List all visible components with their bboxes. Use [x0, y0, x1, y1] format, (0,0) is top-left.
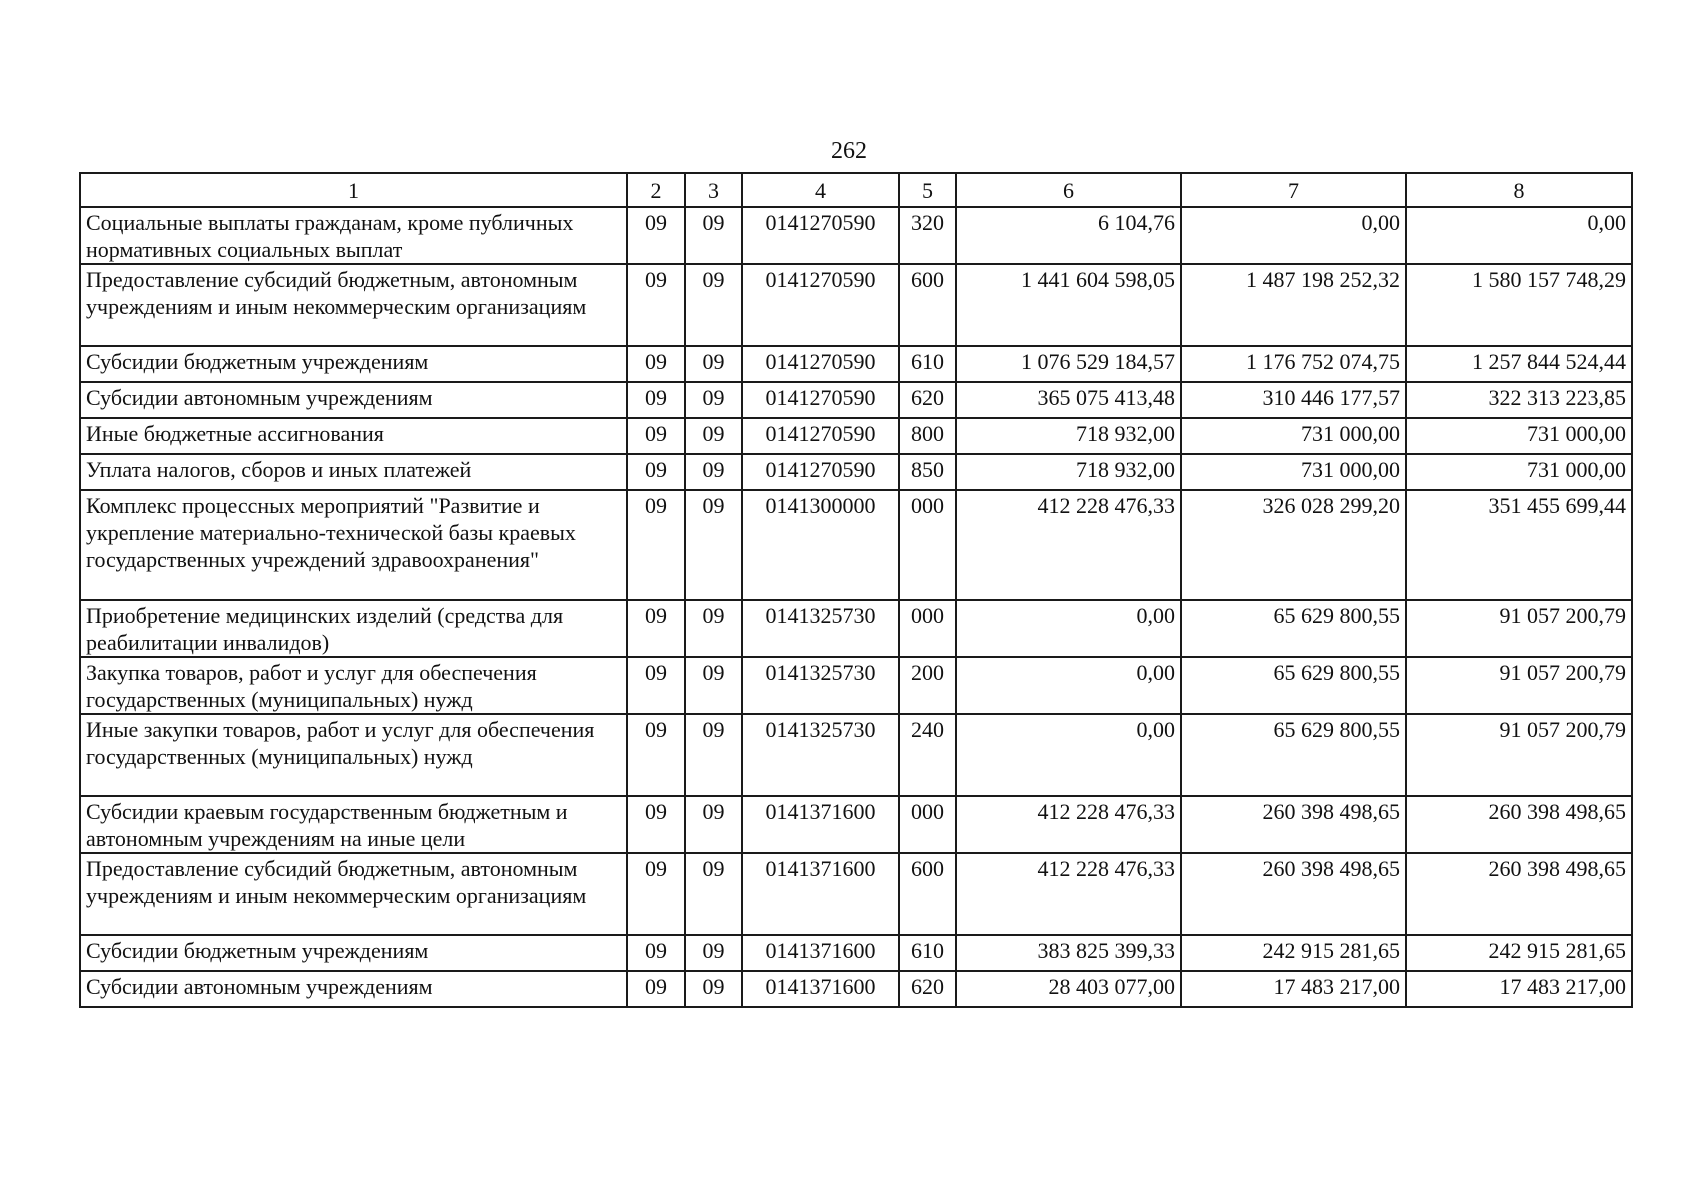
- row-code-3: 09: [685, 600, 742, 657]
- column-header: 7: [1181, 173, 1406, 207]
- row-amount-8: 731 000,00: [1406, 418, 1632, 454]
- table-row: [80, 600, 1632, 657]
- row-amount-6: 1 076 529 184,57: [956, 346, 1181, 382]
- row-code-4: 0141325730: [742, 657, 899, 714]
- row-amount-7: 0,00: [1181, 207, 1406, 264]
- row-code-3: 09: [685, 264, 742, 346]
- row-amount-7: 65 629 800,55: [1181, 714, 1406, 796]
- table-row: [80, 382, 1632, 418]
- row-amount-7: 260 398 498,65: [1181, 853, 1406, 935]
- row-amount-7: 17 483 217,00: [1181, 971, 1406, 1007]
- row-code-3: 09: [685, 657, 742, 714]
- row-code-3: 09: [685, 935, 742, 971]
- row-code-3: 09: [685, 207, 742, 264]
- table-row: [80, 490, 1632, 600]
- table-row: [80, 657, 1632, 714]
- row-code-4: 0141371600: [742, 796, 899, 853]
- column-header: 1: [80, 173, 627, 207]
- row-amount-6: 0,00: [956, 714, 1181, 796]
- row-code-3: 09: [685, 418, 742, 454]
- row-code-4: 0141371600: [742, 971, 899, 1007]
- table-row: [80, 935, 1632, 971]
- row-code-2: 09: [627, 346, 685, 382]
- table-row: [80, 714, 1632, 796]
- row-amount-8: 0,00: [1406, 207, 1632, 264]
- row-name: Субсидии автономным учреждениям: [80, 382, 627, 418]
- row-code-2: 09: [627, 971, 685, 1007]
- row-code-4: 0141270590: [742, 207, 899, 264]
- table-row: [80, 796, 1632, 853]
- row-code-5: 600: [899, 264, 956, 346]
- row-code-3: 09: [685, 346, 742, 382]
- column-header: 8: [1406, 173, 1632, 207]
- row-name: Иные закупки товаров, работ и услуг для обеспечения государственных (муниципальных) нужд: [80, 714, 627, 796]
- row-amount-6: 6 104,76: [956, 207, 1181, 264]
- row-code-3: 09: [685, 796, 742, 853]
- table-row: [80, 346, 1632, 382]
- row-code-4: 0141325730: [742, 600, 899, 657]
- row-name: Субсидии бюджетным учреждениям: [80, 935, 627, 971]
- table-row: [80, 264, 1632, 346]
- row-code-5: 000: [899, 490, 956, 600]
- row-code-2: 09: [627, 714, 685, 796]
- row-code-3: 09: [685, 382, 742, 418]
- row-amount-8: 731 000,00: [1406, 454, 1632, 490]
- row-code-2: 09: [627, 382, 685, 418]
- row-amount-7: 731 000,00: [1181, 418, 1406, 454]
- row-code-2: 09: [627, 935, 685, 971]
- column-header: 6: [956, 173, 1181, 207]
- row-code-5: 610: [899, 346, 956, 382]
- row-name: Предоставление субсидий бюджетным, автономным учреждениям и иным некоммерческим организациям: [80, 853, 627, 935]
- row-amount-8: 1 257 844 524,44: [1406, 346, 1632, 382]
- row-code-2: 09: [627, 600, 685, 657]
- row-code-5: 620: [899, 971, 956, 1007]
- row-amount-7: 1 176 752 074,75: [1181, 346, 1406, 382]
- row-code-5: 850: [899, 454, 956, 490]
- table-row: [80, 971, 1632, 1007]
- row-code-3: 09: [685, 971, 742, 1007]
- row-amount-8: 260 398 498,65: [1406, 853, 1632, 935]
- table-row: [80, 418, 1632, 454]
- row-code-5: 800: [899, 418, 956, 454]
- row-amount-8: 322 313 223,85: [1406, 382, 1632, 418]
- row-code-5: 000: [899, 796, 956, 853]
- row-amount-7: 242 915 281,65: [1181, 935, 1406, 971]
- row-name: Предоставление субсидий бюджетным, автономным учреждениям и иным некоммерческим организациям: [80, 264, 627, 346]
- row-code-4: 0141270590: [742, 346, 899, 382]
- row-name: Закупка товаров, работ и услуг для обеспечения государственных (муниципальных) нужд: [80, 657, 627, 714]
- page-number: 262: [831, 138, 867, 164]
- table-row: [80, 853, 1632, 935]
- row-name: Приобретение медицинских изделий (средства для реабилитации инвалидов): [80, 600, 627, 657]
- row-code-4: 0141371600: [742, 853, 899, 935]
- row-name: Субсидии бюджетным учреждениям: [80, 346, 627, 382]
- row-code-4: 0141325730: [742, 714, 899, 796]
- row-amount-6: 365 075 413,48: [956, 382, 1181, 418]
- row-amount-8: 242 915 281,65: [1406, 935, 1632, 971]
- table-header-row: [80, 173, 1632, 207]
- row-code-3: 09: [685, 454, 742, 490]
- table-row: [80, 454, 1632, 490]
- row-amount-8: 17 483 217,00: [1406, 971, 1632, 1007]
- row-amount-6: 412 228 476,33: [956, 853, 1181, 935]
- row-amount-8: 351 455 699,44: [1406, 490, 1632, 600]
- row-code-2: 09: [627, 853, 685, 935]
- row-amount-6: 1 441 604 598,05: [956, 264, 1181, 346]
- row-code-4: 0141270590: [742, 418, 899, 454]
- row-code-2: 09: [627, 454, 685, 490]
- row-code-4: 0141270590: [742, 382, 899, 418]
- row-code-2: 09: [627, 418, 685, 454]
- budget-table: [79, 172, 1633, 1008]
- row-amount-8: 260 398 498,65: [1406, 796, 1632, 853]
- row-code-2: 09: [627, 796, 685, 853]
- row-code-4: 0141270590: [742, 264, 899, 346]
- row-amount-7: 65 629 800,55: [1181, 600, 1406, 657]
- row-amount-8: 91 057 200,79: [1406, 600, 1632, 657]
- row-code-4: 0141270590: [742, 454, 899, 490]
- row-amount-6: 28 403 077,00: [956, 971, 1181, 1007]
- row-code-2: 09: [627, 207, 685, 264]
- row-code-5: 600: [899, 853, 956, 935]
- row-amount-8: 91 057 200,79: [1406, 714, 1632, 796]
- row-amount-6: 718 932,00: [956, 454, 1181, 490]
- row-name: Субсидии автономным учреждениям: [80, 971, 627, 1007]
- row-code-3: 09: [685, 714, 742, 796]
- row-code-5: 620: [899, 382, 956, 418]
- row-name: Комплекс процессных мероприятий "Развитие и укрепление материально-технической базы краевых государственных учреждений здравоохранения": [80, 490, 627, 600]
- row-amount-8: 91 057 200,79: [1406, 657, 1632, 714]
- column-header: 2: [627, 173, 685, 207]
- row-amount-6: 412 228 476,33: [956, 796, 1181, 853]
- table-row: [80, 207, 1632, 264]
- row-amount-6: 0,00: [956, 600, 1181, 657]
- row-name: Иные бюджетные ассигнования: [80, 418, 627, 454]
- row-amount-7: 260 398 498,65: [1181, 796, 1406, 853]
- row-amount-7: 1 487 198 252,32: [1181, 264, 1406, 346]
- row-amount-7: 731 000,00: [1181, 454, 1406, 490]
- row-amount-7: 65 629 800,55: [1181, 657, 1406, 714]
- row-name: Социальные выплаты гражданам, кроме публичных нормативных социальных выплат: [80, 207, 627, 264]
- row-code-2: 09: [627, 490, 685, 600]
- row-name: Субсидии краевым государственным бюджетным и автономным учреждениям на иные цели: [80, 796, 627, 853]
- row-amount-8: 1 580 157 748,29: [1406, 264, 1632, 346]
- row-code-5: 200: [899, 657, 956, 714]
- column-header: 5: [899, 173, 956, 207]
- row-amount-7: 326 028 299,20: [1181, 490, 1406, 600]
- row-amount-6: 718 932,00: [956, 418, 1181, 454]
- row-code-5: 240: [899, 714, 956, 796]
- row-code-2: 09: [627, 657, 685, 714]
- row-code-4: 0141371600: [742, 935, 899, 971]
- column-header: 3: [685, 173, 742, 207]
- row-name: Уплата налогов, сборов и иных платежей: [80, 454, 627, 490]
- row-amount-6: 412 228 476,33: [956, 490, 1181, 600]
- row-code-2: 09: [627, 264, 685, 346]
- column-header: 4: [742, 173, 899, 207]
- row-code-3: 09: [685, 490, 742, 600]
- row-amount-6: 0,00: [956, 657, 1181, 714]
- row-code-5: 000: [899, 600, 956, 657]
- row-amount-6: 383 825 399,33: [956, 935, 1181, 971]
- row-code-3: 09: [685, 853, 742, 935]
- row-code-5: 610: [899, 935, 956, 971]
- row-amount-7: 310 446 177,57: [1181, 382, 1406, 418]
- row-code-4: 0141300000: [742, 490, 899, 600]
- row-code-5: 320: [899, 207, 956, 264]
